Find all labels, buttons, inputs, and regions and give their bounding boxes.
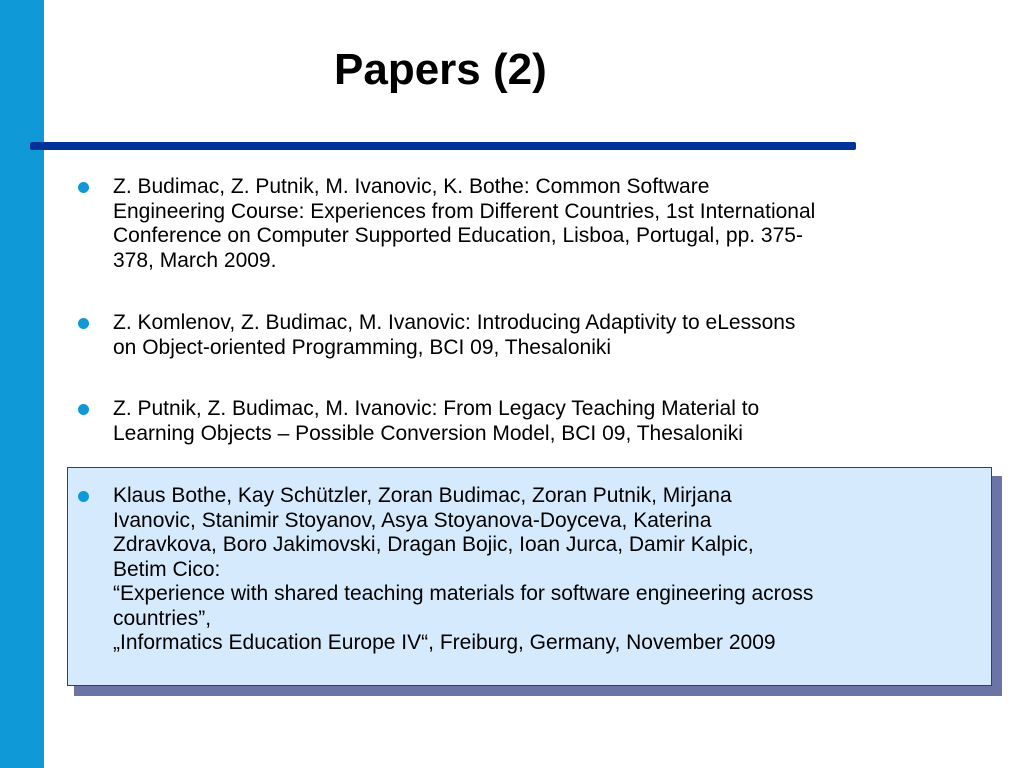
title-underline (30, 142, 856, 150)
citation-line: on Object-oriented Programming, BCI 09, Thesaloniki (113, 335, 612, 359)
citation-line: Z. Putnik, Z. Budimac, M. Ivanovic: From Legacy Teaching Material to (113, 397, 760, 420)
paper-item-1 (78, 175, 978, 275)
citation-line: 378, March 2009. (113, 248, 277, 272)
citation-line: Conference on Computer Supported Education, Lisboa, Portugal, pp. 375- (113, 224, 803, 247)
citation-line: Z. Budimac, Z. Putnik, M. Ivanovic, K. Bothe: Common Software (113, 175, 710, 198)
paper-citation (113, 175, 978, 273)
slide-title: Papers (2) (334, 45, 547, 94)
bullet-icon (78, 182, 89, 193)
citation-line: “Experience with shared teaching materials for software engineering across (113, 582, 814, 605)
citation-line: Ivanovic, Stanimir Stoyanov, Asya Stoyanova-Doyceva, Katerina (113, 508, 712, 532)
paper-citation (113, 484, 978, 656)
bullet-icon (78, 404, 89, 415)
citation-line: „Informatics Education Europe IV“, Freiburg, Germany, November 2009 (113, 631, 776, 654)
paper-citation (113, 311, 978, 360)
paper-item-2 (78, 311, 978, 361)
citation-line: Z. Komlenov, Z. Budimac, M. Ivanovic: Introducing Adaptivity to eLessons (113, 311, 796, 334)
bullet-icon (78, 491, 89, 502)
citation-line: Engineering Course: Experiences from Different Countries, 1st International (113, 199, 816, 223)
citation-line: countries”, (113, 606, 212, 630)
citation-line: Zdravkova, Boro Jakimovski, Dragan Bojic, Ioan Jurca, Damir Kalpic, (113, 533, 754, 556)
paper-item-4-highlighted (78, 484, 978, 664)
left-accent-bar (0, 0, 44, 768)
citation-line: Learning Objects – Possible Conversion Model, BCI 09, Thesaloniki (113, 421, 743, 445)
bullet-icon (78, 318, 89, 329)
paper-citation (113, 397, 978, 446)
citation-line: Betim Cico: (113, 557, 221, 581)
citation-line: Klaus Bothe, Kay Schützler, Zoran Budimac, Zoran Putnik, Mirjana (113, 484, 732, 507)
paper-item-3 (78, 397, 978, 447)
